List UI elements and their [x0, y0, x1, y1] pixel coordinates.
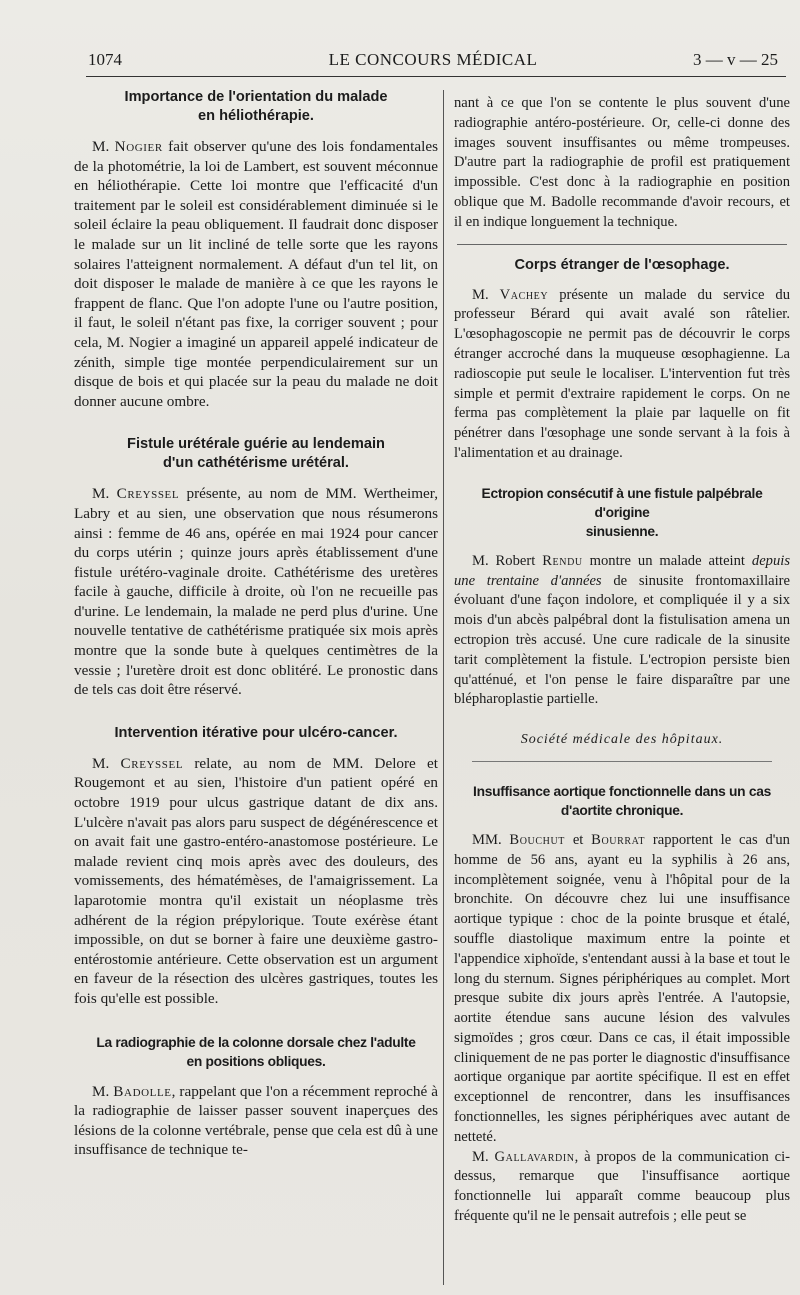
section-heading-ectropion	[460, 484, 784, 541]
paragraph-radiographie: M. Badolle, rappelant que l'on a récemment reproché à la radiographie de laisser passer souvent inaperçues des lésions de la colonne vertébrale, pense que cela est dû à une insuffisance de technique te-	[74, 1082, 438, 1159]
column-divider	[443, 90, 444, 1285]
paragraph-oesophage: M. Vachey présente un malade du service du professeur Bérard qui avait avalé son râtelier. L'œsophagoscopie ne permit pas de découvrir le corps étranger accroché dans la muqueuse œsophagienne. La radioscopie put seule le localiser. L'intervention fut très simple et permit d'extraire rapidement le corps. On ne ferma pas complètement la plaie par laquelle on fit pénétrer dans l'œsophage une sonde servant à la fois à l'alimentation et au drainage.	[454, 286, 791, 461]
heading-line: en héliothérapie.	[198, 108, 314, 124]
paragraph-orientation: M. Nogier fait observer qu'une des lois fondamentales de la photométrie, la loi de Lambert, est souvent méconnue en héliothérapie. Cette loi montre que l'efficacité d'un traitement par le soleil est considérablement diminuée si le soleil éclaire la peau obliquement. Il faudrait donc disposer le malade sur un lit incliné de telle sorte que les rayons solaires l'atteignent normalement. A défaut d'un tel lit, on doit disposer le malade de manière à ce que les rayons le frappent de flanc. Que l'on adopte l'une ou l'autre position, il faut, le soleil n'étant pas fixe, la corriger souvent ; pour cela, M. Nogier a imaginé un appareil appelé indicateur de zénith, simple tige montée perpendiculairement sur un disque de bois et qui placée sur la peau du malade ne doit donner aucune ombre.	[74, 138, 438, 410]
author-name: Creyssel	[116, 485, 180, 503]
paragraph-fistule: M. Creyssel présente, au nom de MM. Wertheimer, Labry et au sien, une observation que nous résumerons ainsi : femme de 46 ans, opérée en mai 1924 pour cancer du corps utérin ; quinze jours après établissement d'une fistule urétéro-vaginale droite. Cathétérisme des uretères facile à gauche, difficile à droite, où l'on ne recueille pas d'urine. Le lendemain, la malade ne perd plus d'urine. Une nouvelle tentative de cathétérisme pratiquée six mois après montre que la sonde bute à quelques centimètres de la vessie ; l'uretère droit est donc oblitéré. Le pronostic dans de tels cas doit être réservé.	[74, 485, 438, 699]
paragraph-insuffisance: MM. Bouchut et Bourrat rapportent le cas d'un homme de 56 ans, ayant eu la syphilis à 26 ans, incomplètement soignée, venu à l'hôpital pour de la bronchite. On découvre chez lui une insuffisance aortique typique : choc de la pointe brusque et étalé, souffle diastolique maximum entre la pointe et l'appendice xiphoïde, s'entendant aussi à la base et tout le long du sternum. Signes périphériques au complet. Mort presque subite dix jours après l'entrée. A l'autopsie, aortite étendue sans aucune lésion des valvules sigmoïdes ; gros cœur. Dans ce cas, il était impossible cliniquement de ne pas porter le diagnostic d'insuffisance aortique organique par aortite spécifique. Il est en effet exceptionnel de rencontrer, dans les insuffisances fonctionnelles, les signes périphériques avec autant de netteté.	[454, 831, 790, 1145]
journal-title: LE CONCOURS MÉDICAL	[328, 50, 538, 69]
section-heading-orientation	[80, 88, 432, 126]
author-name: Vachey	[499, 286, 549, 303]
heading-line: d'un cathétérisme urétéral.	[163, 455, 349, 472]
author-name: Nogier	[114, 138, 163, 155]
left-column	[74, 88, 438, 1160]
author-name: Badolle	[113, 1082, 172, 1100]
section-heading-ulcero-cancer: Intervention itérative pour ulcéro-cancer.	[114, 724, 398, 741]
author-name: Bouchut	[509, 831, 566, 848]
paragraph-ectropion: M. Robert Rendu montre un malade atteint depuis une trentaine d'années de sinusite frontomaxillaire évoluant d'une façon indolore, et compliquée il y a six mois d'un abcès palpébral dont la fistulisation amena un ectropion très accusé. Une cure radicale de la sinusite tarit complètement la fistule. L'ectropion persiste bien qu'atténué, et l'on pense le faire disparaître par une blépharoplastie partielle.	[454, 552, 790, 708]
heading-line: La radiographie de la colonne dorsale chez l'adulte	[96, 1034, 416, 1050]
running-head	[88, 50, 778, 72]
heading-line: Ectropion consécutif à une fistule palpébrale d'origine	[481, 485, 763, 520]
right-column	[454, 94, 790, 1227]
section-heading-fistule	[80, 435, 432, 473]
section-heading-radiographie	[80, 1033, 432, 1071]
heading-line: Insuffisance aortique fonctionnelle dans un cas	[473, 783, 771, 799]
heading-line: Fistule urétérale guérie au lendemain	[127, 436, 385, 453]
heading-line: sinusienne.	[585, 523, 659, 539]
issue-date: 3 — v — 25	[693, 50, 778, 69]
author-name: Bourrat	[591, 831, 646, 848]
header-rule	[86, 76, 786, 77]
paragraph-ulcero-cancer: M. Creyssel relate, au nom de MM. Delore et Rougemont et au sien, l'histoire d'un patient opéré en octobre 1919 pour ulcus gastrique datant de dix ans. L'ulcère n'avait pas alors paru suspect de dégénérescence et on avait fait une gastro-entéro-anastomose postérieure. Le malade revient cinq mois après avec des douleurs, des vomissements, des hématémèses, de l'amaigrissement. La laparotomie montra qu'il existait un néoplasme très adhérent de la région prépylorique. Toute exérèse étant impossible, on dut se borner à faire une deuxième gastro-entérostomie antérieure. Cette observation est un argument en faveur de la résection des ulcères gastriques, toutes les fois qu'elle est possible.	[74, 754, 438, 1007]
section-heading-oesophage: Corps étranger de l'œsophage.	[514, 256, 730, 273]
page-number: 1074	[88, 50, 122, 69]
heading-line: d'aortite chronique.	[560, 802, 684, 818]
society-title: Société médicale des hôpitaux.	[520, 732, 724, 748]
author-name: Gallavardin	[494, 1148, 575, 1165]
paragraph-radiographie-continued: nant à ce que l'on se contente le plus souvent d'une radiographie antéro-postérieure. Or, celle-ci donne des images souvent insuffisantes ou même trompeuses. D'autre part la radiographie de profil est pratiquement impossible. C'est donc à la radiographie en position oblique que M. Badolle recommande d'avoir recours, et il en indique longuement la technique.	[454, 95, 790, 230]
author-name: Creyssel	[120, 754, 184, 772]
author-name: Rendu	[542, 552, 583, 569]
paragraph-gallavardin: M. Gallavardin, à propos de la communication ci-dessus, remarque que l'insuffisance aortique fonctionnelle lui apparaît comme beaucoup plus fréquente qu'il ne le pensait autrefois ; elle peut se	[454, 1148, 790, 1225]
heading-line: Importance de l'orientation du malade	[124, 89, 388, 105]
heading-line: en positions obliques.	[186, 1053, 326, 1069]
section-heading-insuffisance	[460, 782, 784, 820]
